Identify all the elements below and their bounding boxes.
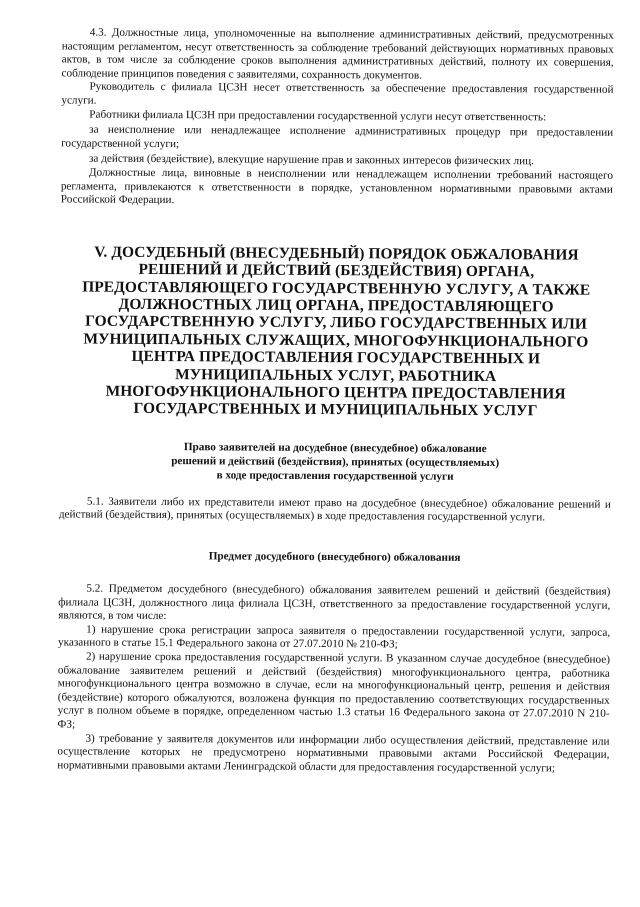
list-item-1: 1) нарушение срока регистрации запроса заявителя о предоставлении государственной услуги, запроса, указанного в статье 15.1 Федерального закона от 27.07.2010 № 210-ФЗ;: [58, 623, 611, 651]
paragraph-non-performance: за неисполнение или ненадлежащее исполнение административных процедур при предоставлении государственной услуги;: [61, 123, 614, 150]
subheading-line-3: в ходе предоставления государственной услуги: [216, 469, 454, 483]
paragraph-5-1: 5.1. Заявители либо их представители имеют право на досудебное (внесудебное) обжалование решений и действий (бездействия), принятых (осуществляемых) в ходе предоставления государственной услуги.: [58, 495, 611, 524]
subheading-line-2: решений и действий (бездействия), принятых (осуществляемых): [171, 454, 500, 469]
subheading-line-1: Право заявителей на досудебное (внесудебное) обжалование: [183, 440, 487, 455]
paragraph-workers-responsibility: Работники филиала ЦСЗН при предоставлении государственной услуги несут ответственность:: [89, 108, 547, 123]
paragraph-officials-liability: Должностные лица, виновные в неисполнении или ненадлежащем исполнении требований настоящего регламента, привлекаются к ответственности в порядке, установленном нормативными правовыми актами Российской Федерации.: [60, 166, 613, 207]
paragraph-actions-violation: за действия (бездействие), влекущие нарушение прав и законных интересов физических лиц.: [88, 152, 534, 168]
paragraph-5-2: 5.2. Предметом досудебного (внесудебного) обжалования заявителем решений и действий (бездействия) филиала ЦСЗН, должностного лица филиала ЦСЗН, ответственного за предоставление государственной услуги, являются, в том числе:: [58, 582, 611, 623]
paragraph-head-responsibility: Руководитель с филиала ЦСЗН несет ответственность за обеспечение предоставления государственной услуги.: [61, 80, 614, 107]
paragraph-4-3: 4.3. Должностные лица, уполномоченные на выполнение административных действий, предусмотренных настоящим регламентом, несут ответственность за соблюдение требований действующих нормативных правовых актов, в том числе за соблюдение сроков выполнения административных действий, полноту их совершения, соблюдение принципов поведения с заявителями, сохранность документов.: [61, 26, 614, 82]
list-item-2: 2) нарушение срока предоставления государственной услуги. В указанном случае досудебное (внесудебное) обжалование заявителем решений и действий (бездействия) многофункционального центра, работника многофункционального центра возможно в случае, если на многофункциональный центр, решения и действия (бездействие) которого обжалуются, возложена функция по предоставлению соответствующих государственных услуг в полном объеме в порядке, определенном частью 1.3 статьи 16 Федерального закона от 27.07.2010 N 210-ФЗ;: [57, 650, 611, 731]
chapter-5-title: V. ДОСУДЕБНЫЙ (ВНЕСУДЕБНЫЙ) ПОРЯДОК ОБЖАЛОВАНИЯ РЕШЕНИЙ И ДЕЙСТВИЙ (БЕЗДЕЙСТВИЯ) ОРГАНА, ПРЕДОСТАВЛЯЮЩЕГО ГОСУДАРСТВЕННУЮ УСЛУГУ, А ТАКЖЕ ДОЛЖНОСТНЫХ ЛИЦ ОРГАНА, ПРЕДОСТАВЛЯЮЩЕГО ГОСУДАРСТВЕННУЮ УСЛУГУ, ЛИБО ГОСУДАРСТВЕННЫХ ИЛИ МУНИЦИПАЛЬНЫХ СЛУЖАЩИХ, МНОГОФУНКЦИОНАЛЬНОГО ЦЕНТРА ПРЕДОСТАВЛЕНИЯ ГОСУДАРСТВЕННЫХ И МУНИЦИПАЛЬНЫХ УСЛУГ, РАБОТНИКА МНОГОФУНКЦИОНАЛЬНОГО ЦЕНТРА ПРЕДОСТАВЛЕНИЯ ГОСУДАРСТВЕННЫХ И МУНИЦИПАЛЬНЫХ УСЛУГ: [82, 243, 591, 420]
subheading-appeal-subject: Предмет досудебного (внесудебного) обжалования: [208, 550, 461, 564]
subheading-right-to-appeal: [59, 439, 611, 484]
list-item-3: 3) требование у заявителя документов или информации либо осуществления действий, представление или осуществление которых не предусмотрено нормативными правовыми актами Российской Федерации, нормативными правовыми актами Ленинградской области для предоставления государственной услуги;: [57, 732, 610, 775]
